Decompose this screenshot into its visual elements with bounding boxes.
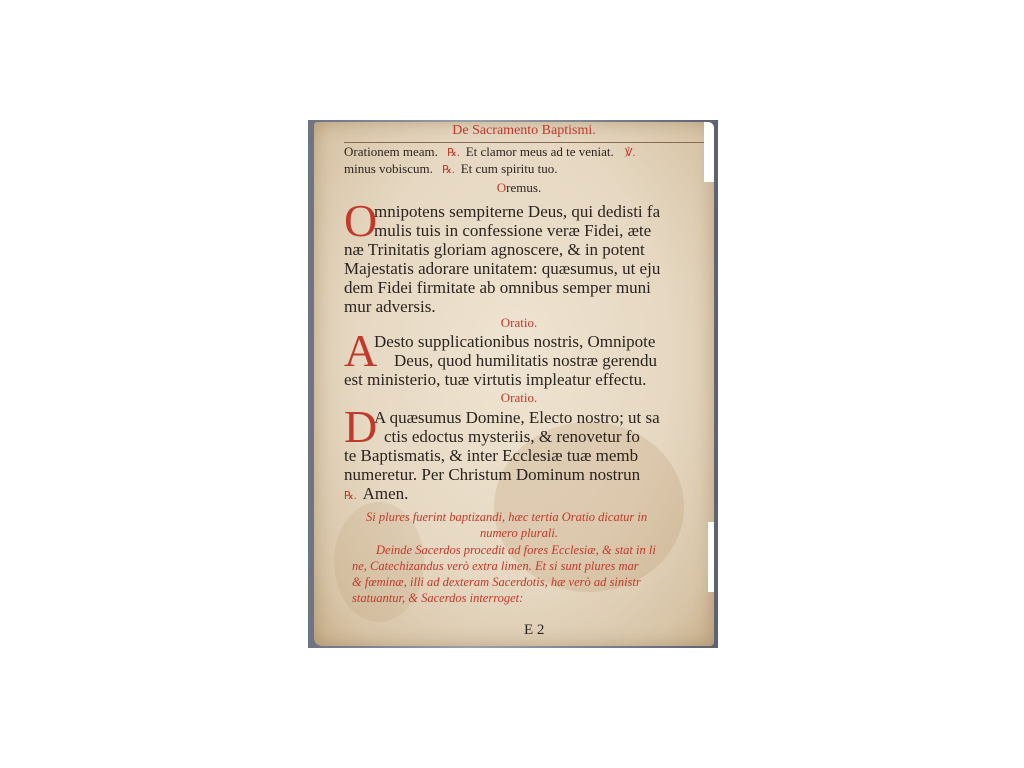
versicle-line: minus vobiscum. ℞. Et cum spiritu tuo. [344, 161, 558, 176]
rubric-line: & fœminæ, illi ad dexteram Sacerdotis, hæ verò ad sinistr [352, 575, 641, 589]
prayer-line: Majestatis adorare unitatem: quæsumus, ut eju [344, 259, 661, 278]
versicle-line: Orationem meam. ℞. Et clamor meus ad te veniat. ℣. [344, 144, 636, 159]
book-page [314, 122, 714, 646]
rubric-line: Deinde Sacerdos procedit ad fores Ecclesiæ, & stat in li [376, 543, 656, 557]
prayer-line: mulis tuis in confessione veræ Fidei, æte [374, 221, 652, 240]
page-tear [708, 522, 714, 592]
running-header: De Sacramento Baptismi. [344, 122, 704, 143]
oratio-heading: Oratio. [500, 315, 538, 330]
prayer-line: mur adversis. [344, 297, 436, 316]
prayer-line: A quæsumus Domine, Electo nostro; ut sa [374, 408, 660, 427]
rubric-line: Si plures fuerint baptizandi, hæc tertia Oratio dicatur in [366, 510, 648, 524]
oremus-heading: Oremus. [496, 180, 542, 195]
prayer-line: est ministerio, tuæ virtutis impleatur effectu. [344, 370, 647, 389]
drop-cap-initial: O [344, 195, 378, 246]
amen-line: ℞. Amen. [344, 484, 409, 503]
prayer-line: mnipotens sempiterne Deus, qui dedisti fa [374, 202, 661, 221]
drop-cap-initial: D [344, 401, 378, 452]
prayer-line: Deus, quod humilitatis nostræ gerendu [394, 351, 658, 370]
prayer-line: numeretur. Per Christum Dominum nostrun [344, 465, 641, 484]
rubric-line: ne, Catechizandus verò extra limen. Et si sunt plures mar [352, 559, 639, 573]
rubric-line: numero plurali. [479, 526, 558, 540]
prayer-line: næ Trinitatis gloriam agnoscere, & in potent [344, 240, 645, 259]
prayer-line: Desto supplicationibus nostris, Omnipote [374, 332, 656, 351]
rubric-line: statuantur, & Sacerdos interroget: [352, 591, 524, 605]
oratio-heading: Oratio. [500, 390, 538, 405]
drop-cap-initial: A [344, 325, 378, 376]
prayer-line: ctis edoctus mysteriis, & renovetur fo [384, 427, 640, 446]
page-tear [704, 122, 714, 182]
prayer-line: dem Fidei firmitate ab omnibus semper muni [344, 278, 651, 297]
prayer-line: te Baptismatis, & inter Ecclesiæ tuæ memb [344, 446, 639, 465]
signature-mark: E 2 [524, 622, 545, 638]
